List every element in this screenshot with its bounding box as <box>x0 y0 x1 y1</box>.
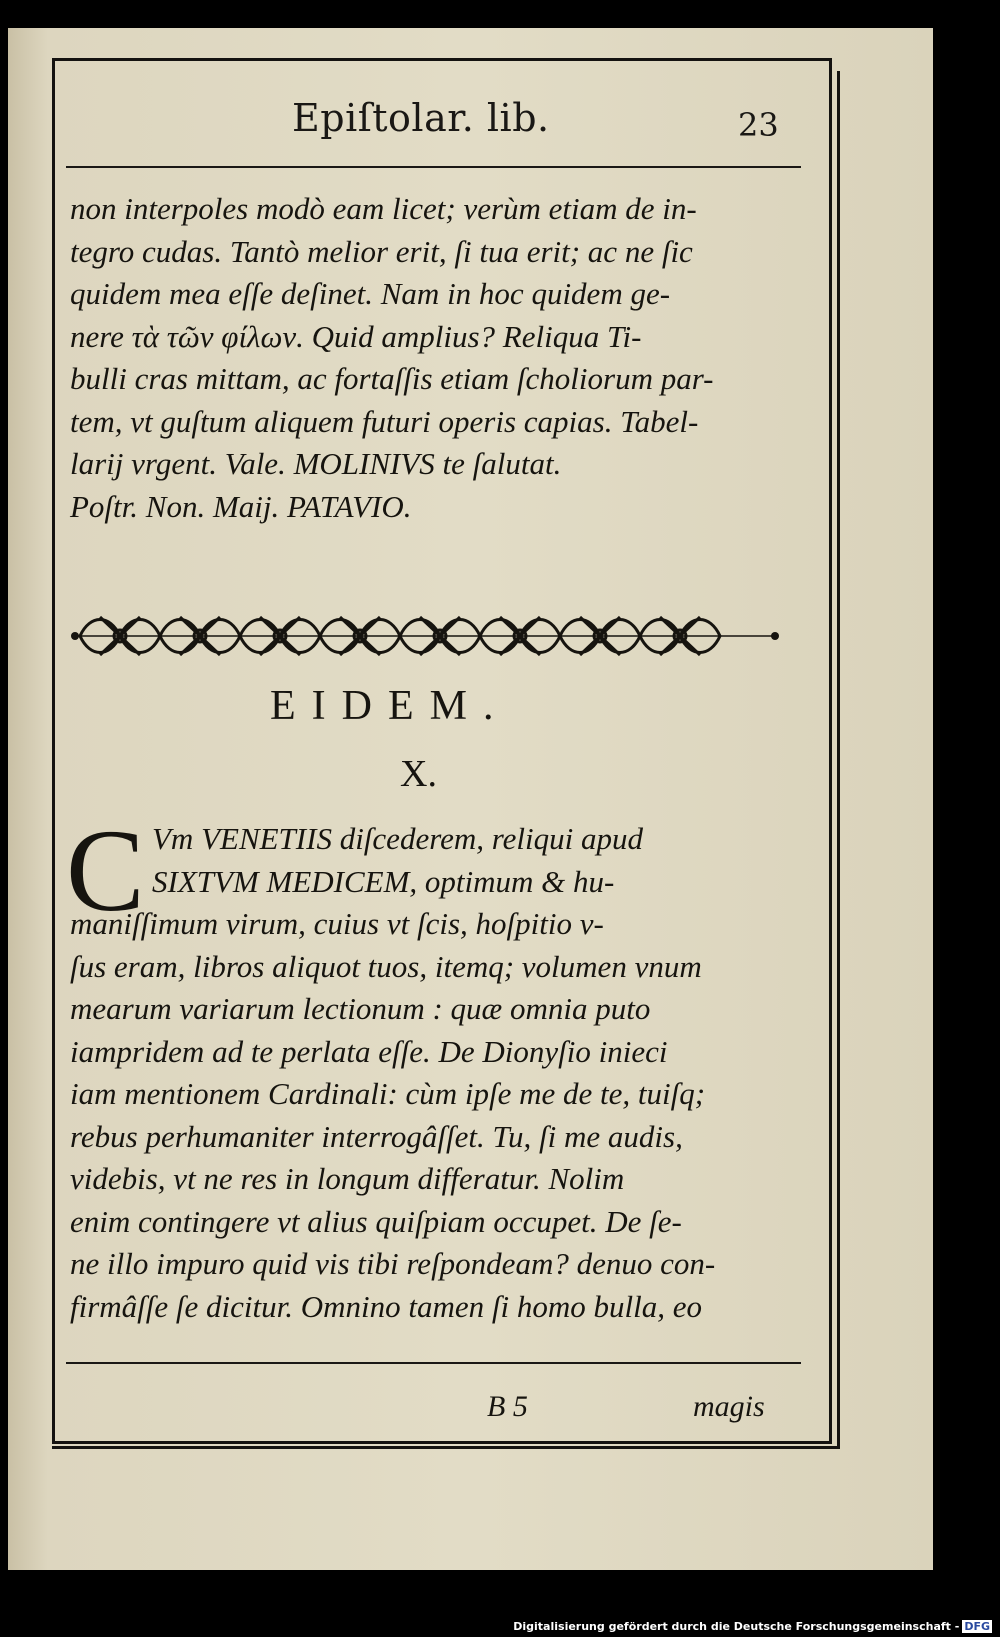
letter-number: X. <box>400 753 437 795</box>
text-line: rebus perhumaniter interrogâſſet. Tu, ſi me audis, <box>70 1118 683 1154</box>
running-title: Epiſtolar. lib. <box>292 96 550 140</box>
signature-mark: B 5 <box>487 1390 528 1423</box>
text-line: SIXTVM MEDICEM, optimum & hu- <box>152 863 615 899</box>
text-line: Vm VENETIIS diſcederem, reliqui apud <box>152 821 644 856</box>
text-line: nere τὰ τῶν φίλων. Quid amplius? Reliqua Ti- <box>70 318 642 354</box>
text-line: iampridem ad te perlata eſſe. De Dionyſio inieci <box>70 1033 668 1069</box>
text-line: Poſtr. Non. Maij. PATAVIO. <box>70 488 412 524</box>
text-line: quidem mea eſſe deſinet. Nam in hoc quidem ge- <box>70 276 671 311</box>
drop-cap: C <box>66 805 145 936</box>
text-line: tem, vt guſtum aliquem futuri operis capias. Tabel- <box>70 403 699 439</box>
text-line: ſus eram, libros aliquot tuos, itemq; volumen vnum <box>70 948 702 984</box>
text-line: ne illo impuro quid vis tibi reſpondeam? denuo con- <box>70 1246 716 1281</box>
letter-ending-text <box>70 188 800 528</box>
text-line: mearum variarum lectionum : quæ omnia puto <box>70 991 651 1026</box>
credit-text: Digitalisierung gefördert durch die Deutsche Forschungsgemeinschaft - <box>513 1620 960 1633</box>
text-line: iam mentionem Cardinali: cùm ipſe me de te, tuiſq; <box>70 1076 706 1111</box>
digitization-credit <box>513 1620 992 1633</box>
text-line: firmâſſe ſe dicitur. Omnino tamen ſi homo bulla, eo <box>70 1288 703 1324</box>
letter-body-text <box>70 818 800 1328</box>
page-number: 23 <box>738 106 779 144</box>
text-line: larij vrgent. Vale. MOLINIVS te ſalutat. <box>70 446 562 481</box>
footer-rule <box>66 1362 801 1364</box>
letter-heading: EIDEM. <box>270 683 510 729</box>
text-line: enim contingere vt alius quiſpiam occupet. De ſe- <box>70 1203 682 1239</box>
text-line: non interpoles modò eam licet; verùm etiam de in- <box>70 191 697 226</box>
text-line: maniſſimum virum, cuius vt ſcis, hoſpitio v- <box>70 906 604 941</box>
text-line: tegro cudas. Tantò melior erit, ſi tua erit; ac ne ſic <box>70 233 693 269</box>
header-rule <box>66 166 801 168</box>
text-line: bulli cras mittam, ac fortaſſis etiam ſcholiorum par- <box>70 361 714 396</box>
text-line: videbis, vt ne res in longum differatur. Nolim <box>70 1161 625 1196</box>
decorative-ornament-band <box>70 605 780 667</box>
dfg-logo: DFG <box>964 1620 990 1633</box>
catchword: magis <box>693 1390 765 1423</box>
